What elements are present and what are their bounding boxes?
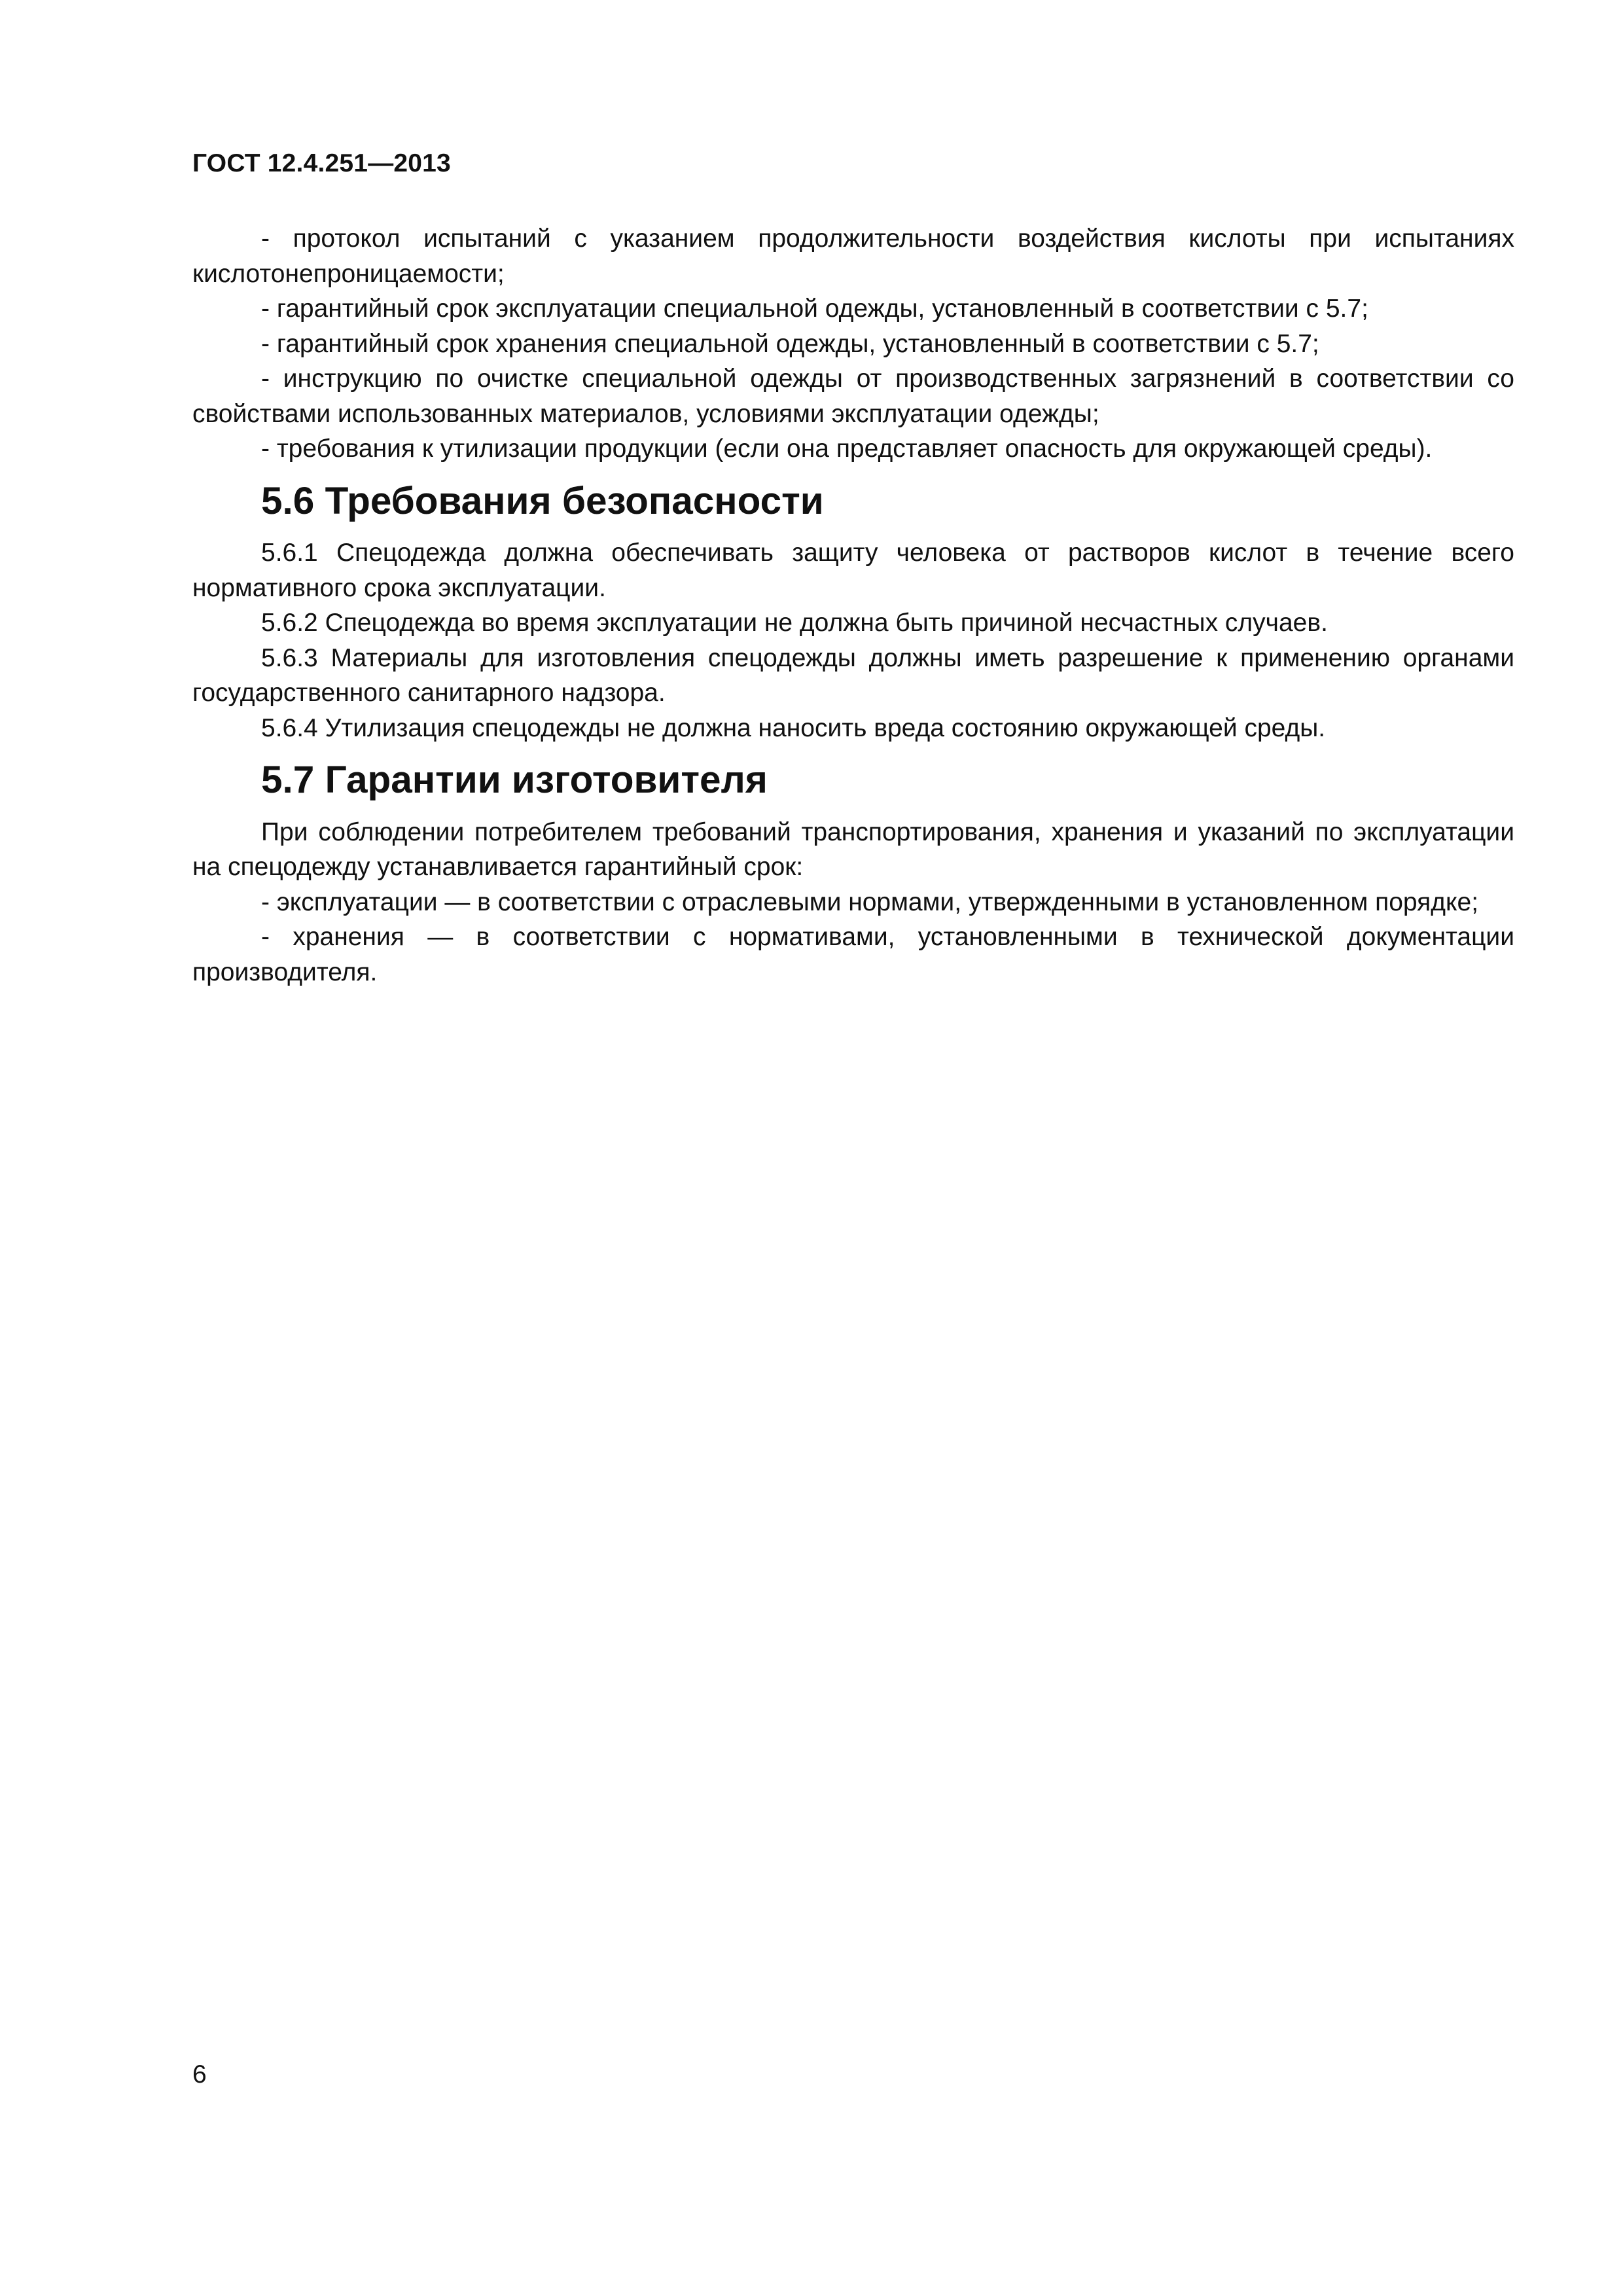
page-number: 6 [192, 2060, 207, 2089]
list-item: - гарантийный срок хранения специальной одежды, установленный в соответствии с 5.7; [261, 329, 1319, 358]
list-item: - протокол испытаний с указанием продолжительности воздействия кислоты при испытаниях кислотонепроницаемости; [192, 224, 1514, 288]
page-body [192, 221, 1514, 990]
list-item: - гарантийный срок эксплуатации специальной одежды, установленный в соответствии с 5.7; [261, 295, 1368, 323]
guarantee-item-operation: - эксплуатации — в соответствии с отраслевыми нормами, утвержденными в установленном порядке; [261, 888, 1479, 916]
section-heading-5-6: 5.6 Требования безопасности [261, 479, 824, 522]
list-item: - требования к утилизации продукции (если она представляет опасность для окружающей среды). [261, 435, 1433, 463]
document-code-header: ГОСТ 12.4.251—2013 [192, 149, 451, 177]
clause-5-6-1: 5.6.1 Спецодежда должна обеспечивать защиту человека от растворов кислот в течение всего нормативного срока эксплуатации. [192, 539, 1514, 602]
guarantee-intro: При соблюдении потребителем требований транспортирования, хранения и указаний по эксплуатации на спецодежду устанавливается гарантийный срок: [192, 817, 1514, 881]
clause-5-6-4: 5.6.4 Утилизация спецодежды не должна наносить вреда состоянию окружающей среды. [261, 713, 1326, 742]
clause-5-6-3: 5.6.3 Материалы для изготовления спецодежды должны иметь разрешение к применению органами государственного санитарного надзора. [192, 643, 1514, 707]
guarantee-item-storage: - хранения — в соответствии с нормативами, установленными в технической документации производителя. [192, 923, 1514, 986]
section-heading-5-7: 5.7 Гарантии изготовителя [261, 759, 768, 801]
clause-5-6-2: 5.6.2 Спецодежда во время эксплуатации не должна быть причиной несчастных случаев. [261, 609, 1328, 637]
list-item: - инструкцию по очистке специальной одежды от производственных загрязнений в соответствии со свойствами использованных материалов, условиями эксплуатации одежды; [192, 365, 1514, 428]
